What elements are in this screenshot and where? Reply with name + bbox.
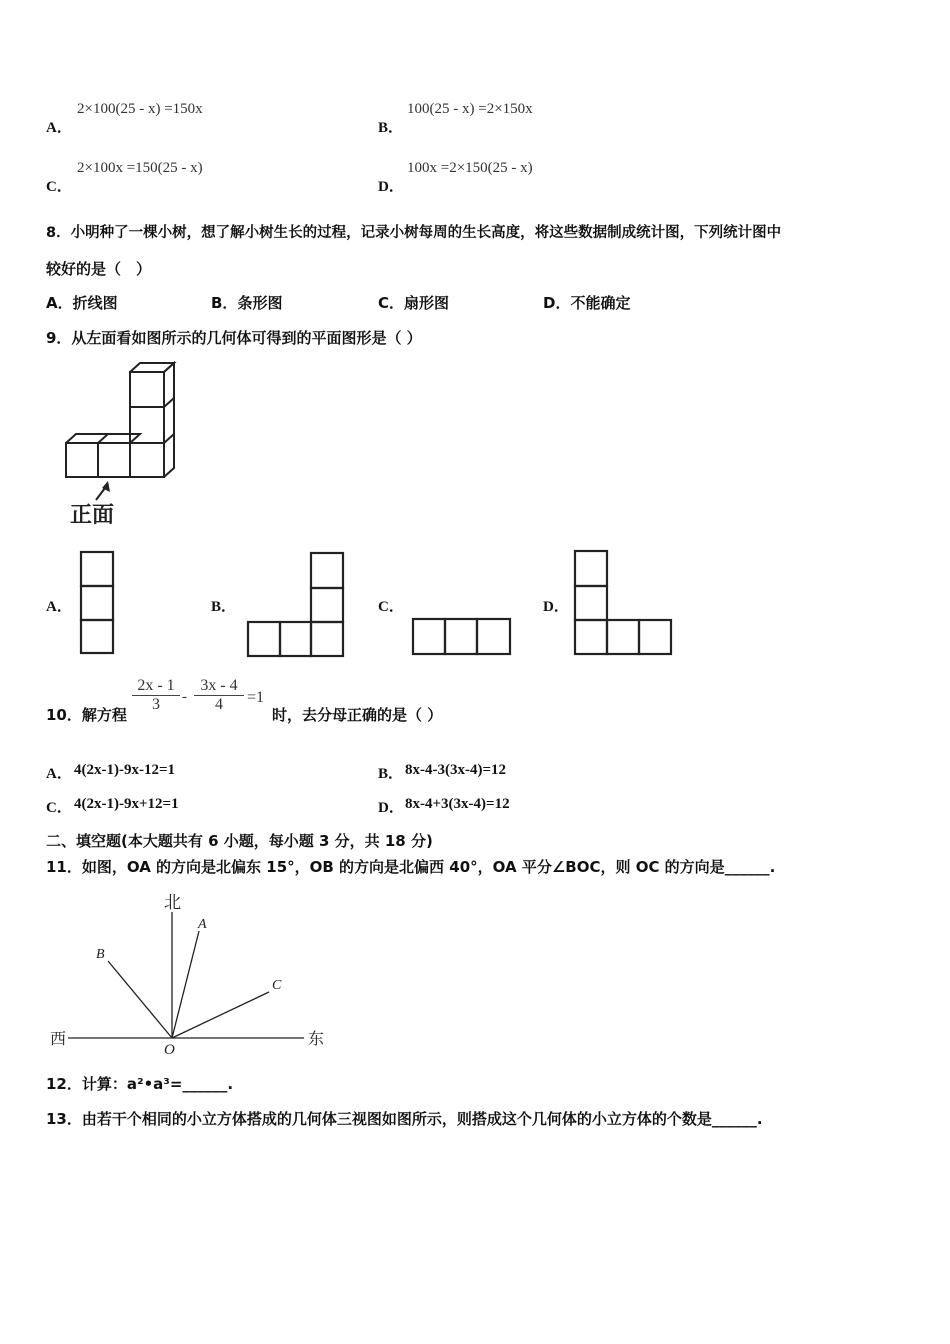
q10-fraction-1 <box>132 677 180 714</box>
q8-option-a: A．折线图 <box>46 294 118 312</box>
q8-text-line1: 8．小明种了一棵小树，想了解小树生长的过程，记录小树每周的生长高度，将这些数据制成统计图，下列统计图中 <box>46 225 782 241</box>
q10-prefix: 10．解方程 <box>46 706 127 724</box>
q9-option-b-label: B． <box>211 599 237 615</box>
q7-option-b-label: B． <box>378 120 404 136</box>
q10-option-c-label: C． <box>46 800 72 816</box>
q9-option-d-label: D． <box>543 599 569 615</box>
q10-option-d-expr: 8x-4+3(3x-4)=12 <box>405 796 510 812</box>
ray-oa <box>172 931 199 1038</box>
q10-option-a-label: A． <box>46 766 72 782</box>
point-b-label: B <box>96 947 105 962</box>
q10-fraction-2-numerator: 3x - 4 <box>194 677 244 696</box>
q9-front-label: 正面 <box>70 502 115 527</box>
north-label: 北 <box>164 893 181 912</box>
section-2-heading: 二、填空题(本大题共有 6 小题，每小题 3 分，共 18 分) <box>46 832 433 850</box>
q7-option-b-expr: 100(25 - x) =2×150x <box>407 101 533 117</box>
q8-text-line2: 较好的是（ ） <box>46 260 152 278</box>
q7-option-d-expr: 100x =2×150(25 - x) <box>407 160 533 176</box>
q8-option-b: B．条形图 <box>211 294 283 312</box>
q13-text: 13．由若干个相同的小立方体搭成的几何体三视图如图所示，则搭成这个几何体的小立方体的个数是______. <box>46 1110 763 1128</box>
q11-text: 11．如图，OA 的方向是北偏东 15°，OB 的方向是北偏西 40°，OA 平分∠BOC，则 OC 的方向是______. <box>46 858 776 876</box>
east-label: 东 <box>308 1031 325 1048</box>
q10-option-d-label: D． <box>378 800 404 816</box>
q10-option-c-expr: 4(2x-1)-9x+12=1 <box>74 796 179 812</box>
q9-text: 9．从左面看如图所示的几何体可得到的平面图形是（ ） <box>46 329 422 347</box>
q9-option-a-figure[interactable] <box>78 548 118 658</box>
q10-minus: - <box>182 689 187 705</box>
q9-option-c-figure[interactable] <box>410 615 516 660</box>
q10-option-a-expr: 4(2x-1)-9x-12=1 <box>74 762 176 778</box>
point-c-label: C <box>272 978 282 993</box>
point-o-label: O <box>164 1042 175 1058</box>
q10-fraction-2 <box>194 677 244 714</box>
q9-option-a-label: A． <box>46 599 72 615</box>
q10-fraction-1-numerator: 2x - 1 <box>132 677 180 696</box>
q10-option-b-label: B． <box>378 766 404 782</box>
q9-option-d-figure[interactable] <box>572 547 676 659</box>
q10-fraction-2-denominator: 4 <box>215 696 223 713</box>
q10-suffix: 时，去分母正确的是（ ） <box>272 706 443 724</box>
q7-option-d-label: D． <box>378 179 404 195</box>
ray-oc <box>172 992 269 1038</box>
ray-ob <box>108 961 172 1038</box>
q7-option-a-expr: 2×100(25 - x) =150x <box>77 101 203 117</box>
q12-text: 12．计算：a²•a³=______. <box>46 1075 234 1093</box>
q7-option-c-label: C． <box>46 179 72 195</box>
q10-option-b-expr: 8x-4-3(3x-4)=12 <box>405 762 507 778</box>
west-label: 西 <box>50 1031 67 1048</box>
q11-direction-diagram <box>46 888 336 1058</box>
q7-option-c-expr: 2×100x =150(25 - x) <box>77 160 203 176</box>
q8-option-d: D．不能确定 <box>543 294 631 312</box>
q9-option-c-label: C． <box>378 599 404 615</box>
q7-option-a-label: A． <box>46 120 72 136</box>
q9-solid-figure <box>46 360 196 530</box>
q10-fraction-1-denominator: 3 <box>152 696 160 713</box>
q8-option-c: C．扇形图 <box>378 294 450 312</box>
point-a-label: A <box>198 917 207 932</box>
q10-equals: =1 <box>247 689 265 706</box>
q9-option-b-figure[interactable] <box>245 550 349 660</box>
